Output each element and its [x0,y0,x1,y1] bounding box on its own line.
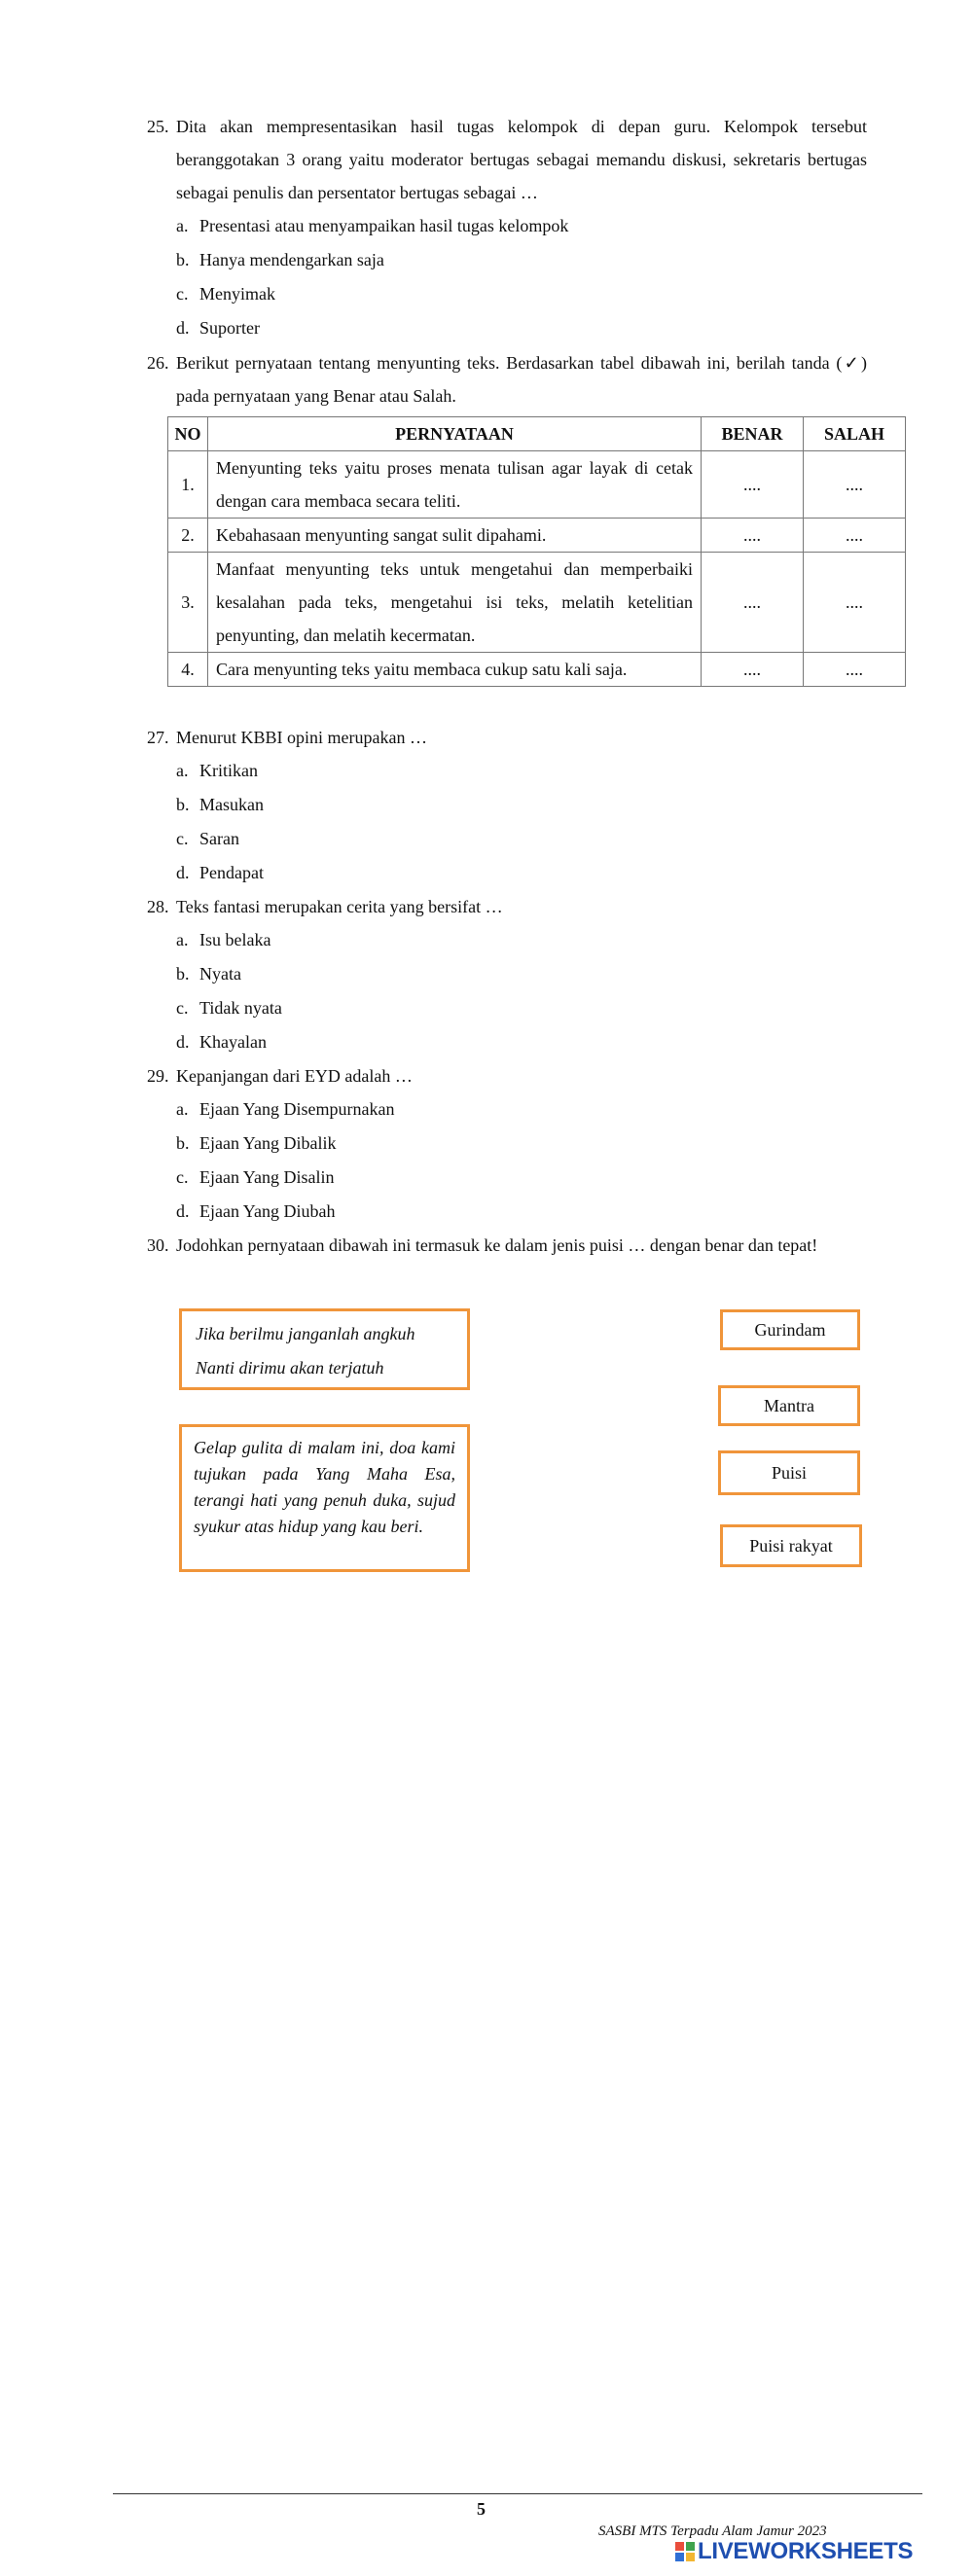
match-option-mantra[interactable] [718,1385,860,1426]
logo-square [675,2542,684,2551]
option-a[interactable] [176,754,867,788]
row-statement: Cara menyunting teks yaitu membaca cukup satu kali saja. [208,653,702,687]
option-letter: d. [176,1032,190,1052]
option-c[interactable] [176,1161,867,1195]
poem-box-2[interactable] [179,1424,470,1572]
question-text: Dita akan mempresentasikan hasil tugas kelompok di depan guru. Kelompok tersebut beranggotakan 3 orang yaitu moderator bertugas sebagai memandu diskusi, sekretaris bertugas sebagai penulis dan persentator bertugas sebagai … [176,117,867,202]
question-text: Jodohkan pernyataan dibawah ini termasuk ke dalam jenis puisi … dengan benar dan tepat! [176,1235,818,1255]
question-number: 27. [147,728,169,747]
option-letter: d. [176,863,190,882]
poem-line: Jika berilmu janganlah angkuh [196,1324,415,1343]
liveworksheets-brand[interactable] [675,2538,913,2565]
header-statement: PERNYATAAN [208,417,702,451]
option-letter: d. [176,318,190,338]
option-a[interactable] [176,923,867,957]
salah-answer-cell[interactable]: .... [804,653,906,687]
option-text: Masukan [199,795,264,814]
benar-answer-cell[interactable]: .... [702,653,804,687]
brand-text: LIVEWORKSHEETS [698,2538,914,2564]
header-no: NO [168,417,208,451]
option-b[interactable] [176,788,867,822]
question-text: Menurut KBBI opini merupakan … [176,728,427,747]
question-29 [147,1059,867,1229]
salah-answer-cell[interactable]: .... [804,553,906,653]
option-text: Khayalan [199,1032,267,1052]
option-a[interactable] [176,1092,867,1127]
option-text: Pendapat [199,863,264,882]
option-text: Isu belaka [199,930,271,949]
benar-answer-cell[interactable]: .... [702,519,804,553]
option-d[interactable] [176,856,867,890]
option-d[interactable] [176,1025,867,1059]
option-text: Tidak nyata [199,998,282,1018]
table-header-row [168,417,906,451]
row-number: 2. [168,519,208,553]
row-number: 1. [168,451,208,519]
poem-line: Nanti dirimu akan terjatuh [196,1358,384,1377]
option-letter: a. [176,761,189,780]
option-letter: b. [176,795,190,814]
table-row [168,653,906,687]
question-text: Kepanjangan dari EYD adalah … [176,1066,413,1086]
poem-text: Gelap gulita di malam ini, doa kami tujukan pada Yang Maha Esa, terangi hati yang penuh duka, sujud syukur atas hidup yang kau beri. [194,1438,455,1536]
salah-answer-cell[interactable]: .... [804,519,906,553]
option-text: Suporter [199,318,260,338]
row-number: 3. [168,553,208,653]
liveworksheets-logo-icon [675,2542,695,2561]
footer-text: SASBI MTS Terpadu Alam Jamur 2023 [598,2523,827,2539]
statement-table [167,416,906,687]
option-b[interactable] [176,957,867,991]
question-number: 25. [147,117,169,136]
match-option-label: Gurindam [754,1319,826,1340]
logo-square [686,2553,695,2561]
option-c[interactable] [176,991,867,1025]
header-benar: BENAR [702,417,804,451]
table-row [168,519,906,553]
option-text: Ejaan Yang Dibalik [199,1133,337,1153]
option-text: Nyata [199,964,241,984]
option-letter: c. [176,829,189,848]
header-salah: SALAH [804,417,906,451]
question-number: 28. [147,897,169,916]
option-b[interactable] [176,1127,867,1161]
question-27 [147,721,867,890]
option-text: Presentasi atau menyampaikan hasil tugas kelompok [199,216,569,235]
match-option-gurindam[interactable] [720,1309,860,1350]
logo-square [675,2553,684,2561]
option-text: Kritikan [199,761,258,780]
question-number: 30. [147,1235,169,1255]
question-text: Berikut pernyataan tentang menyunting teks. Berdasarkan tabel dibawah ini, berilah tanda (✓) pada pernyataan yang Benar atau Salah. [176,353,867,406]
option-c[interactable] [176,822,867,856]
footer-divider [113,2493,922,2494]
row-statement: Manfaat menyunting teks untuk mengetahui dan memperbaiki kesalahan pada teks, mengetahui isi teks, melatih ketelitian penyunting, dan melatih kecermatan. [208,553,702,653]
question-number: 26. [147,353,169,373]
option-letter: c. [176,998,189,1018]
option-c[interactable] [176,277,867,311]
option-letter: b. [176,964,190,984]
option-letter: b. [176,1133,190,1153]
question-text: Teks fantasi merupakan cerita yang bersifat … [176,897,503,916]
option-text: Saran [199,829,239,848]
table-row [168,553,906,653]
match-option-puisi-rakyat[interactable] [720,1524,862,1567]
question-28 [147,890,867,1059]
option-list [147,1092,867,1229]
salah-answer-cell[interactable]: .... [804,451,906,519]
row-statement: Menyunting teks yaitu proses menata tulisan agar layak di cetak dengan cara membaca secara teliti. [208,451,702,519]
option-text: Menyimak [199,284,275,304]
option-list [147,923,867,1059]
option-letter: b. [176,250,190,269]
option-text: Ejaan Yang Disempurnakan [199,1099,395,1119]
option-d[interactable] [176,311,867,345]
option-text: Ejaan Yang Disalin [199,1167,335,1187]
question-26 [147,346,867,412]
row-statement: Kebahasaan menyunting sangat sulit dipahami. [208,519,702,553]
option-letter: a. [176,1099,189,1119]
option-d[interactable] [176,1195,867,1229]
match-option-label: Puisi rakyat [749,1535,833,1556]
page-number: 5 [477,2499,486,2519]
match-option-label: Puisi [771,1462,808,1483]
question-number: 29. [147,1066,169,1086]
option-letter: a. [176,216,189,235]
option-b[interactable] [176,243,867,277]
option-letter: c. [176,1167,189,1187]
question-30 [147,1229,867,1262]
option-a[interactable] [176,209,867,243]
option-list [147,209,867,345]
match-option-puisi[interactable] [718,1450,860,1495]
option-letter: a. [176,930,189,949]
option-text: Hanya mendengarkan saja [199,250,384,269]
logo-square [686,2542,695,2551]
benar-answer-cell[interactable]: .... [702,451,804,519]
option-list [147,754,867,890]
row-number: 4. [168,653,208,687]
match-option-label: Mantra [764,1395,814,1415]
option-letter: c. [176,284,189,304]
table-row [168,451,906,519]
poem-box-1[interactable] [179,1308,470,1390]
option-letter: d. [176,1201,190,1221]
question-25 [147,110,867,345]
benar-answer-cell[interactable]: .... [702,553,804,653]
option-text: Ejaan Yang Diubah [199,1201,336,1221]
